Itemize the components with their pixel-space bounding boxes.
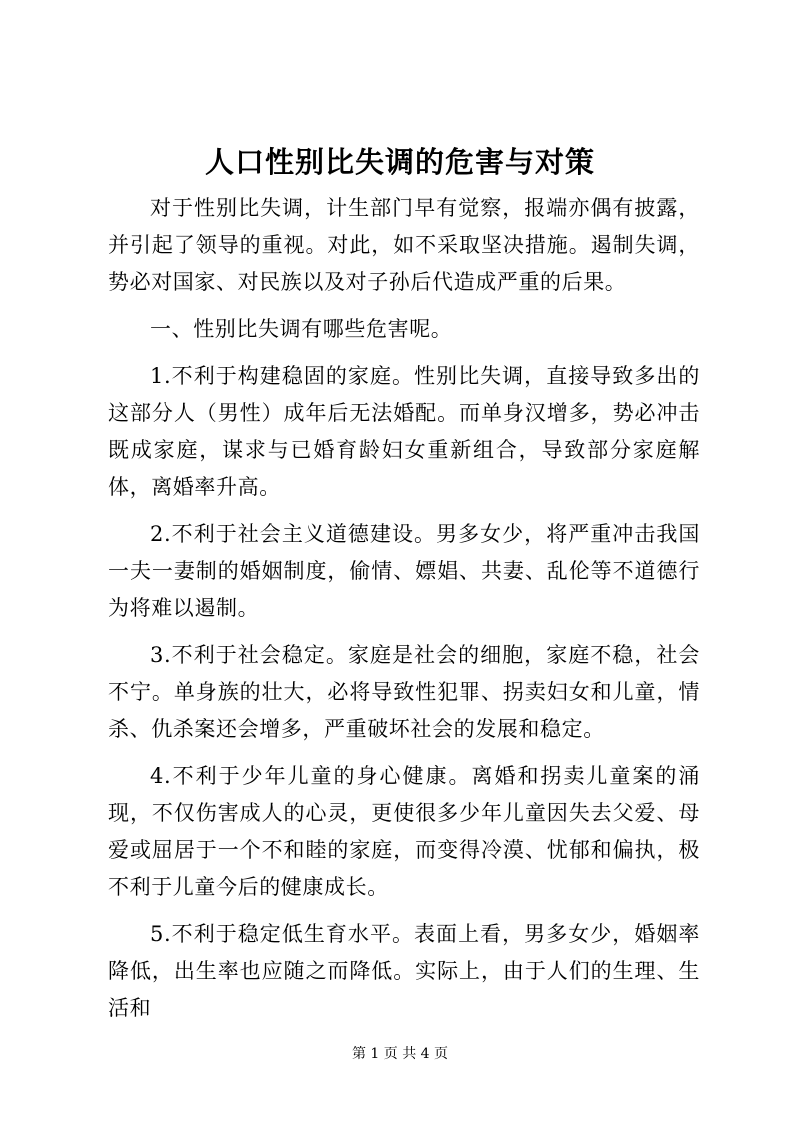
document-title: 人口性别比失调的危害与对策 [204, 145, 595, 179]
paragraph-point-1: 1.不利于构建稳固的家庭。性别比失调，直接导致多出的这部分人（男性）成年后无法婚配。而单身汉增多，势必冲击既成家庭，谋求与已婚育龄妇女重新组合，导致部分家庭解体，离婚率升高。 [108, 364, 700, 499]
paragraph-intro: 对于性别比失调，计生部门早有觉察，报端亦偶有披露，并引起了领导的重视。对此，如不采取坚决措施。遏制失调，势必对国家、对民族以及对子孙后代造成严重的后果。 [108, 196, 700, 294]
paragraph-point-3: 3.不利于社会稳定。家庭是社会的细胞，家庭不稳，社会不宁。单身族的壮大，必将导致性犯罪、拐卖妇女和儿童，情杀、仇杀案还会增多，严重破坏社会的发展和稳定。 [108, 643, 700, 741]
paragraph-section-heading: 一、性别比失调有哪些危害呢。 [150, 317, 453, 341]
document-body [108, 190, 700, 1037]
page-number-footer: 第 1 页 共 4 页 [351, 1046, 449, 1062]
paragraph-point-5: 5.不利于稳定低生育水平。表面上看，男多女少，婚姻率降低，出生率也应随之而降低。实际上，由于人们的生理、生活和 [108, 922, 700, 1020]
paragraph-point-4: 4.不利于少年儿童的身心健康。离婚和拐卖儿童案的涌现，不仅伤害成人的心灵，更使很多少年儿童因失去父爱、母爱或屈居于一个不和睦的家庭，而变得冷漠、忧郁和偏执，极不利于儿童今后的健康成长。 [108, 764, 700, 899]
paragraph-point-2: 2.不利于社会主义道德建设。男多女少，将严重冲击我国一夫一妻制的婚姻制度，偷情、嫖娼、共妻、乱伦等不道德行为将难以遏制。 [108, 522, 700, 620]
